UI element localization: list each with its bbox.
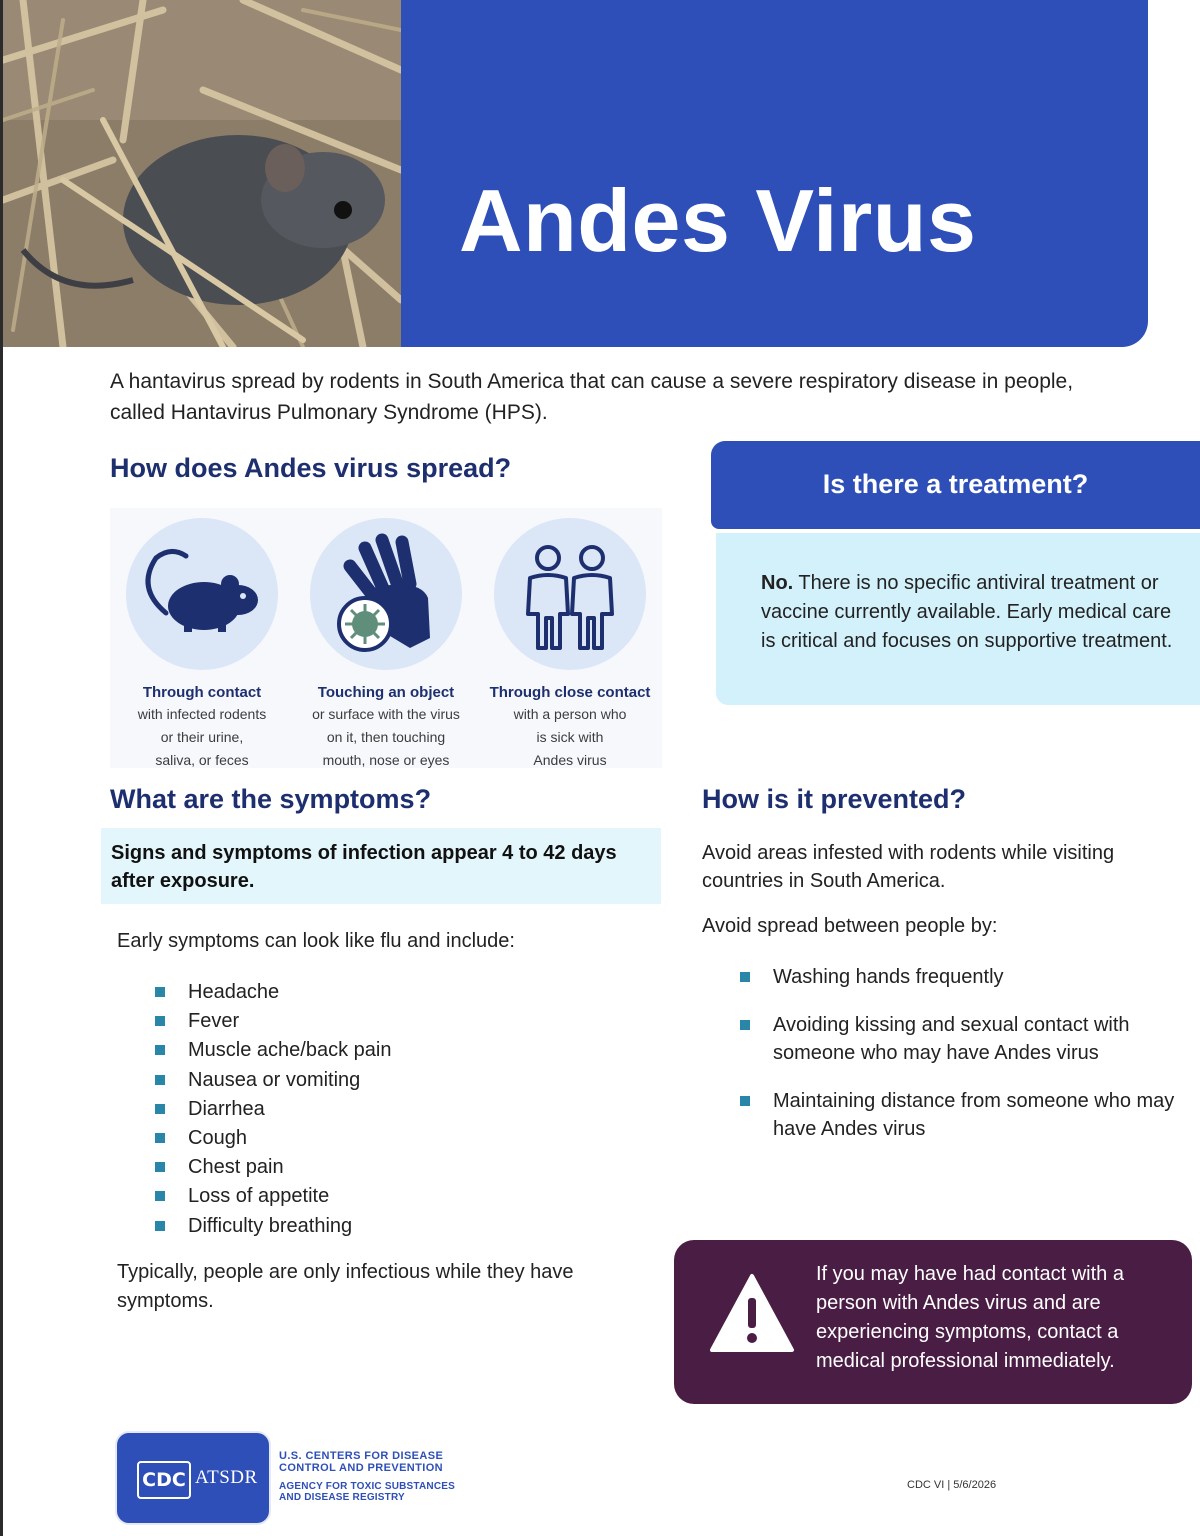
- spread-heading: How does Andes virus spread?: [110, 453, 512, 483]
- warning-triangle-icon: [708, 1272, 796, 1354]
- spread-item-desc-line: Andes virus: [533, 752, 607, 768]
- bullet-square-icon: [155, 1133, 165, 1143]
- spread-item-title: Through close contact: [489, 684, 651, 701]
- list-item: [155, 1095, 391, 1124]
- bullet-square-icon: [155, 1045, 165, 1055]
- spread-item-desc-line: is sick with: [536, 729, 604, 745]
- bullet-square-icon: [740, 1096, 750, 1106]
- prevention-label: Washing hands frequently: [773, 966, 1004, 988]
- prevention-travel-text: Avoid areas infested with rodents while visiting countries in South America.: [702, 842, 1115, 892]
- spread-item-desc-line: with a person who: [513, 706, 627, 722]
- treatment-text: [761, 569, 1181, 656]
- symptom-list: [155, 978, 391, 1241]
- bullet-square-icon: [155, 1016, 165, 1026]
- list-item: [155, 1153, 391, 1182]
- people-icon: [494, 518, 646, 670]
- rodent-photo: [3, 0, 401, 347]
- symptom-label: Muscle ache/back pain: [188, 1039, 392, 1062]
- symptom-label: Diarrhea: [188, 1097, 265, 1120]
- early-symptoms-intro: Early symptoms can look like flu and include:: [117, 930, 515, 952]
- bullet-square-icon: [740, 1020, 750, 1030]
- bullet-square-icon: [155, 1191, 165, 1201]
- spread-item-desc-line: on it, then touching: [326, 729, 446, 745]
- incubation-note: [101, 828, 661, 904]
- symptom-label: Loss of appetite: [188, 1185, 330, 1208]
- cdc-logo-text: CDC: [137, 1461, 191, 1499]
- treatment-heading: Is there a treatment?: [822, 469, 1089, 499]
- list-item: [155, 1066, 391, 1095]
- agency-atsdr-line: AGENCY FOR TOXIC SUBSTANCES: [279, 1481, 455, 1492]
- document-stamp: CDC VI | 5/6/2026: [907, 1479, 997, 1491]
- atsdr-logo-text: ATSDR: [195, 1467, 258, 1488]
- title-banner: [401, 0, 1148, 347]
- spread-item-desc-line: or surface with the virus: [312, 706, 460, 722]
- list-item: [155, 1212, 391, 1241]
- prevention-label: Maintaining distance from someone who may have Andes virus: [773, 1090, 1175, 1140]
- list-item: [155, 1007, 391, 1036]
- list-item: [740, 1087, 1180, 1143]
- agency-atsdr-line: AND DISEASE REGISTRY: [279, 1492, 405, 1503]
- symptom-label: Chest pain: [188, 1156, 284, 1179]
- page-title: Andes Virus: [459, 171, 977, 270]
- spread-item-desc-line: mouth, nose or eyes: [322, 752, 450, 768]
- treatment-detail: There is no specific antiviral treatment or vaccine currently available. Early medical care is critical and focuses on supportive treatment.: [761, 572, 1173, 652]
- list-item: [740, 1011, 1180, 1067]
- infectious-note: Typically, people are only infectious while they have symptoms.: [117, 1261, 574, 1312]
- intro-text: A hantavirus spread by rodents in South America that can cause a severe respiratory disease in people, called Hantavirus Pulmonary Syndrome (HPS).: [110, 370, 1074, 424]
- warning-text: If you may have had contact with a person with Andes virus and are experiencing symptoms, contact a medical professional immediately.: [816, 1263, 1124, 1372]
- bullet-square-icon: [155, 1221, 165, 1231]
- spread-item-title: Touching an object: [317, 684, 455, 701]
- prevention-label: Avoiding kissing and sexual contact with someone who may have Andes virus: [773, 1014, 1130, 1064]
- treatment-answer: No.: [761, 572, 794, 594]
- cdc-atsdr-logo: [117, 1433, 269, 1523]
- spread-item-title: Through contact: [142, 684, 262, 701]
- agency-cdc-line: U.S. CENTERS FOR DISEASE: [279, 1450, 444, 1462]
- warning-callout: [674, 1240, 1192, 1404]
- symptom-label: Headache: [188, 981, 280, 1003]
- bullet-square-icon: [155, 1075, 165, 1085]
- prevention-heading: How is it prevented?: [702, 784, 967, 814]
- symptoms-heading: What are the symptoms?: [110, 784, 432, 814]
- spread-item-desc-line: saliva, or feces: [155, 752, 249, 768]
- symptom-label: Nausea or vomiting: [188, 1068, 361, 1091]
- agency-cdc-line: CONTROL AND PREVENTION: [279, 1462, 444, 1474]
- spread-item-rodent: [110, 508, 294, 771]
- symptom-label: Fever: [188, 1010, 240, 1033]
- bullet-square-icon: [155, 1104, 165, 1114]
- treatment-header: [711, 441, 1200, 529]
- spread-item-desc-line: or their urine,: [160, 729, 244, 745]
- hand-virus-icon: [310, 518, 462, 670]
- rodent-icon: [126, 518, 278, 670]
- list-item: [155, 978, 391, 1007]
- bullet-square-icon: [155, 987, 165, 997]
- list-item: [740, 963, 1180, 991]
- bullet-square-icon: [155, 1162, 165, 1172]
- agency-names: [279, 1450, 519, 1503]
- treatment-panel: [716, 533, 1200, 705]
- list-item: [155, 1036, 391, 1065]
- spread-item-person: [478, 508, 662, 771]
- incubation-text: Signs and symptoms of infection appear 4 to 42 days after exposure.: [111, 842, 617, 892]
- spread-item-object: [294, 508, 478, 771]
- prevention-people-intro: Avoid spread between people by:: [702, 915, 998, 937]
- list-item: [155, 1182, 391, 1211]
- symptom-label: Difficulty breathing: [188, 1214, 353, 1237]
- prevention-list: [740, 963, 1180, 1163]
- spread-panel: [110, 508, 662, 768]
- list-item: [155, 1124, 391, 1153]
- spread-item-desc-line: with infected rodents: [137, 706, 267, 722]
- bullet-square-icon: [740, 972, 750, 982]
- symptom-label: Cough: [188, 1127, 247, 1150]
